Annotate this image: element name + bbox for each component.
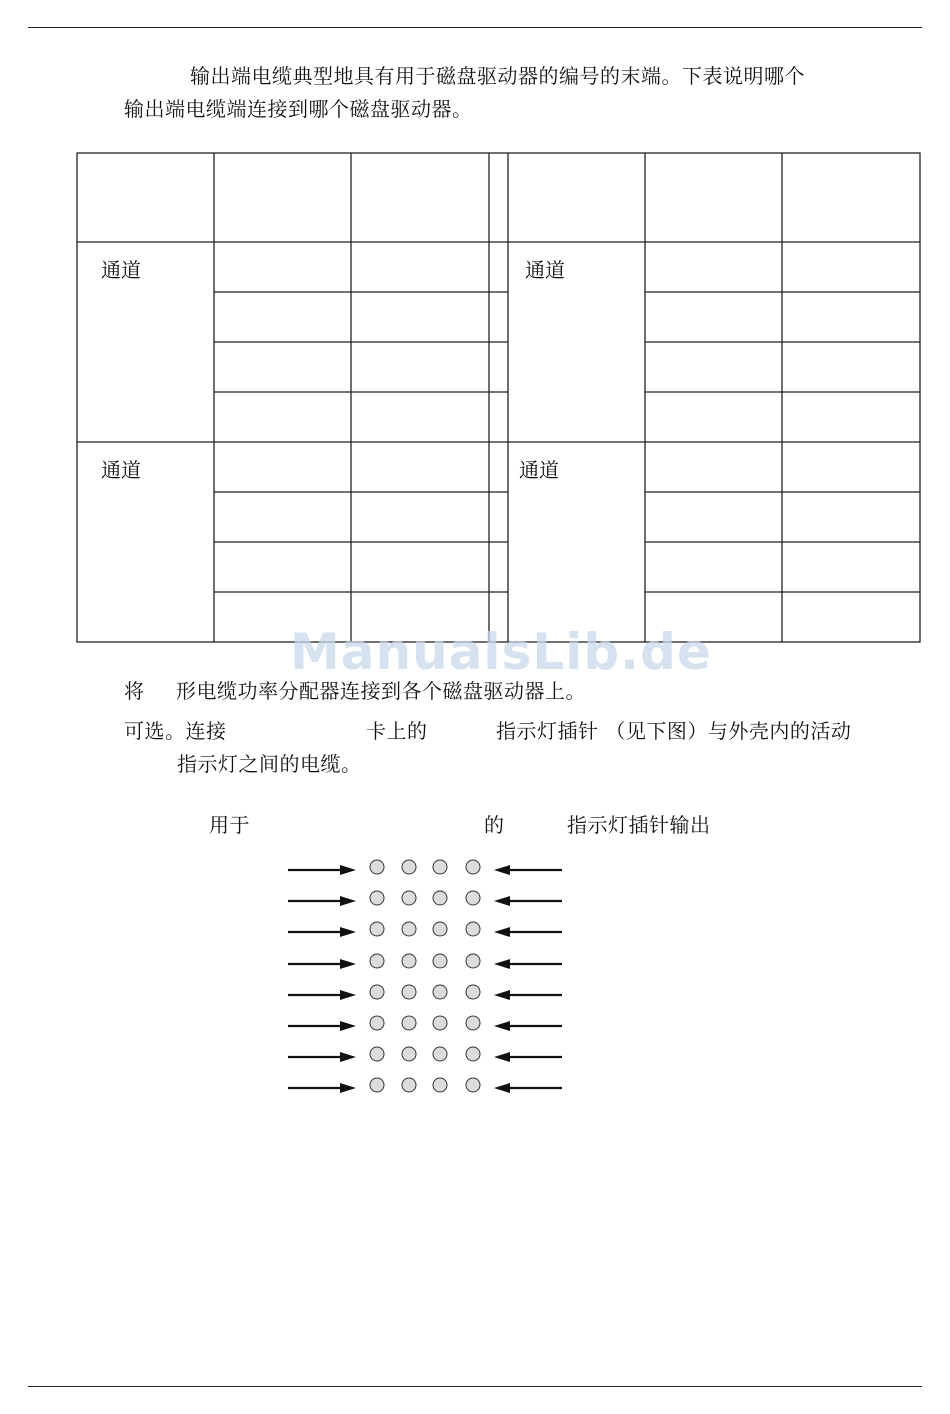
header-pin bbox=[466, 985, 480, 999]
header-pin bbox=[466, 860, 480, 874]
step-1-text: 形电缆功率分配器连接到各个磁盘驱动器上。 bbox=[176, 679, 586, 703]
step-2-part-b: 卡上的 bbox=[366, 719, 428, 743]
header-pin bbox=[466, 922, 480, 936]
header-pin bbox=[402, 891, 416, 905]
channel-label-right-1: 通道 bbox=[525, 258, 565, 282]
header-pin bbox=[433, 891, 447, 905]
header-pin bbox=[466, 1016, 480, 1030]
header-pin bbox=[370, 891, 384, 905]
header-pin bbox=[370, 860, 384, 874]
header-pin bbox=[370, 922, 384, 936]
pin-arrow-left-head bbox=[340, 927, 356, 937]
pin-arrow-left-head bbox=[340, 1083, 356, 1093]
header-pin bbox=[433, 985, 447, 999]
header-pin bbox=[466, 954, 480, 968]
pin-arrow-left-head bbox=[340, 865, 356, 875]
header-pin bbox=[433, 954, 447, 968]
header-pin bbox=[402, 954, 416, 968]
header-pin bbox=[433, 1078, 447, 1092]
channel-label-left-2: 通道 bbox=[101, 458, 141, 482]
header-pin bbox=[433, 860, 447, 874]
pin-arrow-left-head bbox=[340, 959, 356, 969]
header-pin bbox=[466, 891, 480, 905]
header-pin bbox=[433, 1016, 447, 1030]
pin-arrow-right-head bbox=[494, 959, 510, 969]
step-2-line-2: 指示灯之间的电缆。 bbox=[177, 752, 362, 776]
header-pin bbox=[370, 1047, 384, 1061]
pin-arrow-right-head bbox=[494, 1021, 510, 1031]
header-pin bbox=[466, 1078, 480, 1092]
top-rule bbox=[28, 27, 922, 28]
pin-arrow-right-head bbox=[494, 990, 510, 1000]
header-pin bbox=[402, 1078, 416, 1092]
header-pin bbox=[433, 922, 447, 936]
watermark-logo: ManualsLib.de bbox=[290, 623, 712, 681]
header-pin bbox=[402, 1047, 416, 1061]
figure-caption-c: 指示灯插针输出 bbox=[567, 813, 711, 837]
pin-arrow-left-head bbox=[340, 990, 356, 1000]
header-pin bbox=[402, 860, 416, 874]
step-2-part-c: 指示灯插针 （见下图）与外壳内的活动 bbox=[496, 719, 852, 743]
channel-label-left-1: 通道 bbox=[101, 258, 141, 282]
header-pin bbox=[370, 985, 384, 999]
pin-arrow-right-head bbox=[494, 927, 510, 937]
intro-line-1: 输出端电缆典型地具有用于磁盘驱动器的编号的末端。下表说明哪个 bbox=[190, 64, 805, 88]
header-pin bbox=[370, 1016, 384, 1030]
header-pin bbox=[402, 922, 416, 936]
figure-caption-a: 用于 bbox=[209, 813, 250, 837]
channel-label-right-2: 通道 bbox=[519, 458, 559, 482]
header-pin bbox=[402, 985, 416, 999]
header-pin bbox=[433, 1047, 447, 1061]
header-pin bbox=[370, 1078, 384, 1092]
pin-arrow-right-head bbox=[494, 1083, 510, 1093]
intro-line-2: 输出端电缆端连接到哪个磁盘驱动器。 bbox=[124, 97, 473, 121]
pin-arrow-left-head bbox=[340, 1052, 356, 1062]
pin-arrow-right-head bbox=[494, 1052, 510, 1062]
header-pin bbox=[466, 1047, 480, 1061]
step-2-part-a: 可选。连接 bbox=[124, 719, 227, 743]
pin-arrow-right-head bbox=[494, 896, 510, 906]
step-1-prefix: 将 bbox=[124, 679, 145, 703]
pin-arrow-left-head bbox=[340, 1021, 356, 1031]
header-pin bbox=[370, 954, 384, 968]
header-pin bbox=[402, 1016, 416, 1030]
figure-caption-b: 的 bbox=[484, 813, 505, 837]
pin-arrow-right-head bbox=[494, 865, 510, 875]
pin-arrow-left-head bbox=[340, 896, 356, 906]
bottom-rule bbox=[28, 1386, 922, 1387]
